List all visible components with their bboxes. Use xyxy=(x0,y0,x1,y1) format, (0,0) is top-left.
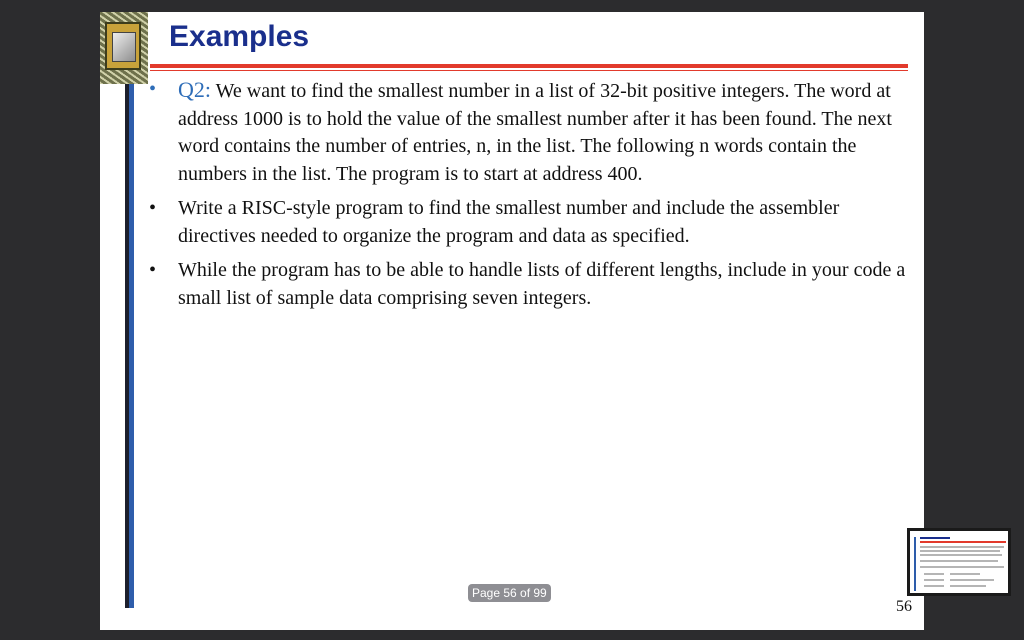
slide-title: Examples xyxy=(169,20,310,53)
bullet-text: Write a RISC-style program to find the smallest number and include the assembler directives needed to organize the program and data as specified. xyxy=(178,197,840,247)
question-label: Q2: xyxy=(178,77,211,102)
bullet-list xyxy=(144,76,914,319)
bullet-icon: • xyxy=(149,78,157,100)
page-indicator: Page 56 of 99 xyxy=(468,584,551,602)
slide-page-number: 56 xyxy=(896,598,912,615)
left-accent-bar-blue xyxy=(129,84,134,608)
bullet-text: While the program has to be able to handle lists of different lengths, include in your code a small list of sample data comprising seven integers. xyxy=(178,259,906,309)
list-item xyxy=(144,257,914,312)
bullet-icon: • xyxy=(149,259,157,281)
slide xyxy=(100,12,924,630)
title-divider xyxy=(150,64,908,68)
chip-logo-icon xyxy=(100,12,148,84)
bullet-text: We want to find the smallest number in a list of 32-bit positive integers. The word at address 1000 is to hold the value of the smallest number after it has been found. The next word contains the number of entries, n, in the list. The following n words contain the numbers in the list. The program is to start at address 400. xyxy=(178,80,892,185)
page-thumbnail[interactable] xyxy=(907,528,1011,596)
list-item xyxy=(144,195,914,250)
bullet-icon: • xyxy=(149,197,157,219)
list-item xyxy=(144,76,914,188)
title-divider-thin xyxy=(150,70,908,71)
